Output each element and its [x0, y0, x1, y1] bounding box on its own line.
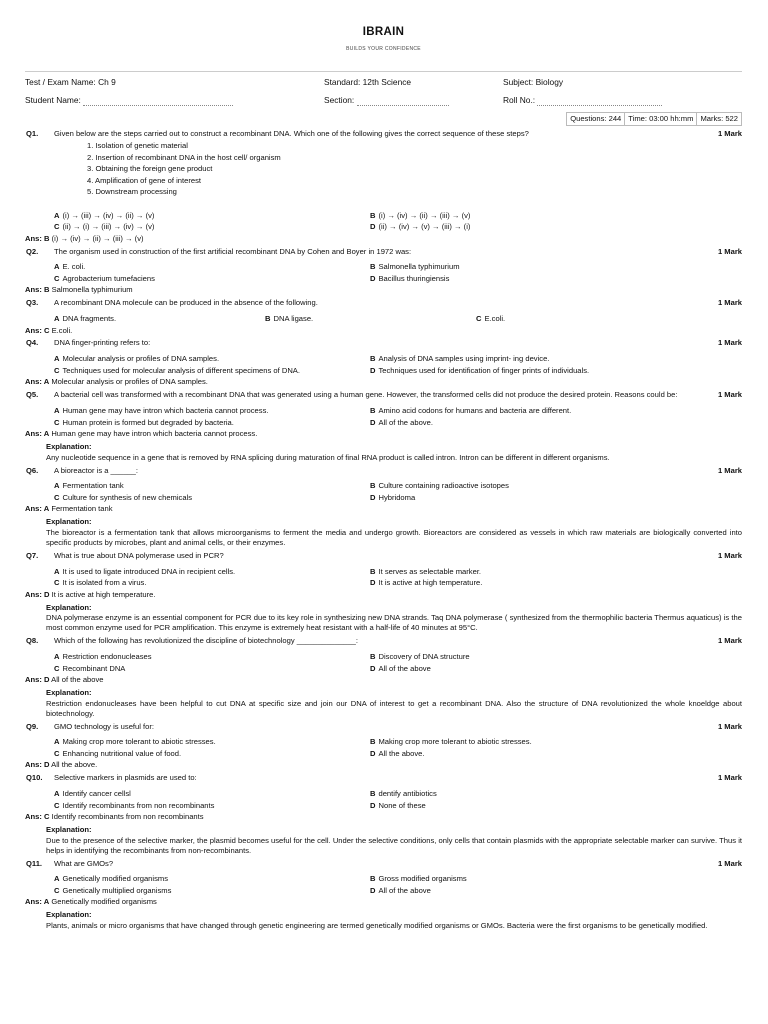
info-row-1: [25, 74, 742, 90]
question-text: Given below are the steps carried out to construct a recombinant DNA. Which one of the following gives the correct sequence of these steps?: [54, 129, 529, 139]
student-name-label: Student Name:: [25, 94, 81, 105]
option-item: [54, 663, 370, 675]
option-text: DNA fragments.: [62, 314, 117, 324]
explanation-text: Restriction endonucleases have been helpful to cut DNA at specific size and join our DNA of interest to get a recombinant DNA. Also the structure of DNA revolutionized the whole knoeldge about biotechnology.: [46, 698, 742, 718]
options-grid: [54, 566, 742, 589]
section-blank: [357, 97, 449, 106]
option-text: Agrobacterium tumefaciens: [62, 273, 155, 283]
student-name-blank: [83, 97, 233, 106]
questions-count: Questions: 244: [566, 112, 625, 126]
question-block: [25, 466, 742, 548]
question-list: [25, 129, 742, 931]
option-text: Restriction endonucleases: [62, 652, 152, 662]
question-block: [25, 390, 742, 462]
question-mark: 1 Mark: [717, 858, 742, 868]
option-text: It serves as selectable marker.: [378, 566, 482, 576]
option-text: All of the above: [378, 663, 431, 673]
answer-line: [25, 285, 742, 295]
question-text: What are GMOs?: [54, 858, 114, 868]
option-text: Techniques used for molecular analysis of different specimens of DNA.: [62, 365, 300, 375]
step-item: 4. Amplification of gene of interest: [87, 175, 201, 185]
option-text: Making crop more tolerant to abiotic stresses.: [378, 737, 532, 747]
option-text: Molecular analysis or profiles of DNA samples.: [62, 354, 220, 364]
brand-header: [25, 0, 742, 52]
option-letter: D: [370, 663, 376, 673]
question-block: [25, 722, 742, 771]
question-row: [25, 390, 742, 400]
option-letter: A: [54, 874, 60, 884]
option-text: Genetically modified organisms: [62, 874, 168, 884]
option-item: [54, 800, 370, 812]
option-item: [370, 748, 742, 760]
question-block: [25, 859, 742, 931]
question-number: Q7.: [26, 550, 39, 560]
answer-line: [25, 675, 742, 685]
info-row-2: [25, 92, 742, 108]
question-row: [25, 773, 742, 783]
option-letter: A: [54, 354, 60, 364]
option-item: [54, 405, 370, 417]
answer-label: Ans: A: [25, 504, 50, 514]
question-block: [25, 773, 742, 855]
option-item: [370, 577, 742, 589]
answer-text: It is active at high temperature.: [51, 589, 156, 599]
explanation: [46, 910, 742, 931]
subject: Subject: Biology: [503, 76, 564, 87]
option-item: [370, 566, 742, 578]
option-item: [54, 417, 370, 429]
option-letter: B: [370, 789, 376, 799]
option-item: [370, 261, 742, 273]
option-text: Discovery of DNA structure: [378, 652, 470, 662]
question-mark: 1 Mark: [717, 465, 742, 475]
explanation-title: Explanation:: [46, 441, 92, 451]
options-grid: [54, 313, 742, 325]
question-block: [25, 551, 742, 633]
option-text: Culture for synthesis of new chemicals: [62, 492, 193, 502]
answer-line: [25, 897, 742, 907]
options-grid: [54, 210, 742, 233]
option-text: Human protein is formed but degraded by bacteria.: [62, 417, 234, 427]
answer-line: [25, 326, 742, 336]
explanation-text: DNA polymerase enzyme is an essential component for PCR due to its key role in synthesizing new DNA strands. Taq DNA polymerase ( synthesized from the thermophilic bacteria Thermus aquaticus) is the most common enzyme used for PCR amplification. This enzyme is extremely heat resistant with a half-life of 40 minutes at 95°C.: [46, 613, 742, 633]
option-text: Fermentation tank: [62, 481, 124, 491]
answer-line: [25, 590, 742, 600]
option-letter: C: [54, 222, 60, 232]
answer-text: All of the above: [51, 675, 104, 685]
option-item: [370, 736, 742, 748]
roll-label: Roll No.:: [503, 94, 536, 105]
option-text: dentify antibiotics: [378, 789, 437, 799]
answer-text: Human gene may have intron which bacteria cannot process.: [51, 429, 258, 439]
question-row: [25, 722, 742, 732]
option-letter: C: [54, 578, 60, 588]
answer-text: Identify recombinants from non recombinants: [51, 812, 204, 822]
answer-text: Fermentation tank: [51, 504, 113, 514]
option-letter: D: [370, 273, 376, 283]
option-text: Making crop more tolerant to abiotic stresses.: [62, 737, 216, 747]
option-letter: C: [54, 663, 60, 673]
option-text: Culture containing radioactive isotopes: [378, 481, 509, 491]
options-grid: [54, 788, 742, 811]
explanation: [46, 688, 742, 719]
options-grid: [54, 736, 742, 759]
option-item: [370, 480, 742, 492]
question-mark: 1 Mark: [717, 773, 742, 783]
question-mark: 1 Mark: [717, 129, 742, 139]
option-letter: B: [370, 874, 376, 884]
option-item: [54, 885, 370, 897]
option-text: None of these: [378, 800, 426, 810]
option-letter: B: [370, 354, 376, 364]
question-block: [25, 338, 742, 387]
step-item: 1. Isolation of genetic material: [87, 141, 188, 151]
question-number: Q8.: [26, 636, 39, 646]
question-number: Q4.: [26, 338, 39, 348]
option-letter: B: [370, 566, 376, 576]
option-letter: C: [54, 365, 60, 375]
standard: Standard: 12th Science: [324, 76, 412, 87]
option-text: (ii) → (iv) → (v) → (iii) → (i): [378, 222, 471, 232]
option-text: (i) → (iv) → (ii) → (iii) → (v): [378, 210, 471, 220]
question-row: [25, 247, 742, 257]
option-letter: D: [370, 492, 376, 502]
option-text: It is used to ligate introduced DNA in recipient cells.: [62, 566, 236, 576]
option-letter: A: [54, 210, 60, 220]
option-text: Recombinant DNA: [62, 663, 126, 673]
question-row: [25, 551, 742, 561]
option-text: Salmonella typhimurium: [378, 262, 460, 272]
option-item: [476, 313, 742, 325]
question-number: Q3.: [26, 298, 39, 308]
option-item: [54, 748, 370, 760]
option-letter: C: [54, 885, 60, 895]
roll-blank: [537, 97, 662, 106]
answer-label: Ans: B: [25, 285, 50, 295]
option-text: Genetically multiplied organisms: [62, 885, 172, 895]
option-item: [370, 221, 742, 233]
explanation-text: Due to the presence of the selective marker, the plasmid becomes useful for the cell. Under the selective conditions, only cells that contain plasmids with the appropriate selectable marker can survive. Thus it helps in identifying the recombinants from non-recombinants.: [46, 835, 742, 855]
header-divider: [25, 71, 742, 72]
option-text: All of the above.: [378, 417, 433, 427]
answer-label: Ans: A: [25, 897, 50, 907]
option-text: Gross modified organisms: [378, 874, 467, 884]
section-field: [324, 95, 503, 106]
option-text: Bacillus thuringiensis: [378, 273, 450, 283]
question-mark: 1 Mark: [717, 721, 742, 731]
option-letter: B: [370, 737, 376, 747]
option-item: [370, 651, 742, 663]
step-item: 2. Insertion of recombinant DNA in the host cell/ organism: [87, 152, 281, 162]
answer-line: [25, 760, 742, 770]
option-item: [54, 273, 370, 285]
question-mark: 1 Mark: [717, 246, 742, 256]
question-number: Q9.: [26, 721, 39, 731]
options-grid: [54, 651, 742, 674]
option-item: [54, 577, 370, 589]
question-number: Q6.: [26, 465, 39, 475]
option-text: It is isolated from a virus.: [62, 578, 147, 588]
option-item: [54, 210, 370, 222]
answer-line: [25, 812, 742, 822]
option-item: [370, 788, 742, 800]
total-marks: Marks: 522: [696, 112, 742, 126]
explanation-title: Explanation:: [46, 910, 92, 920]
question-row: [25, 298, 742, 308]
step-item: 3. Obtaining the foreign gene product: [87, 164, 213, 174]
option-item: [265, 313, 476, 325]
time-limit: Time: 03:00 hh:mm: [624, 112, 697, 126]
option-letter: D: [370, 885, 376, 895]
option-item: [54, 873, 370, 885]
option-text: (ii) → (i) → (iii) → (iv) → (v): [62, 222, 155, 232]
option-letter: B: [370, 210, 376, 220]
question-text: Which of the following has revolutionized the discipline of biotechnology ______________:: [54, 636, 358, 646]
option-letter: B: [370, 652, 376, 662]
explanation-title: Explanation:: [46, 824, 92, 834]
option-letter: C: [54, 800, 60, 810]
answer-label: Ans: C: [25, 812, 50, 822]
answer-label: Ans: D: [25, 589, 50, 599]
option-text: (i) → (iii) → (iv) → (ii) → (v): [62, 210, 155, 220]
option-letter: D: [370, 800, 376, 810]
option-text: E. coli.: [62, 262, 86, 272]
question-number: Q5.: [26, 390, 39, 400]
exam-stats: [25, 112, 742, 126]
option-item: [54, 566, 370, 578]
answer-text: Genetically modified organisms: [51, 897, 157, 907]
option-item: [54, 788, 370, 800]
question-text: A recombinant DNA molecule can be produced in the absence of the following.: [54, 298, 318, 308]
option-text: E.coli.: [484, 314, 506, 324]
answer-text: (i) → (iv) → (ii) → (iii) → (v): [51, 233, 144, 243]
question-row: [25, 129, 742, 139]
option-text: Analysis of DNA samples using imprint- ing device.: [378, 354, 550, 364]
option-letter: A: [54, 652, 60, 662]
question-block: [25, 247, 742, 296]
option-item: [370, 492, 742, 504]
answer-label: Ans: A: [25, 377, 50, 387]
explanation: [46, 825, 742, 856]
option-item: [54, 313, 265, 325]
option-letter: D: [370, 578, 376, 588]
option-letter: B: [370, 481, 376, 491]
question-text: The organism used in construction of the first artificial recombinant DNA by Cohen and Boyer in 1972 was:: [54, 246, 412, 256]
option-text: All of the above: [378, 885, 431, 895]
options-grid: [54, 353, 742, 376]
explanation-title: Explanation:: [46, 602, 92, 612]
option-text: Techniques used for identification of finger prints of individuals.: [378, 365, 590, 375]
option-letter: D: [370, 417, 376, 427]
explanation-text: Any nucleotide sequence in a gene that is removed by RNA splicing during maturation of final RNA product is called intron. Intron can be different in different organisms.: [46, 452, 610, 462]
answer-label: Ans: D: [25, 675, 50, 685]
option-text: DNA ligase.: [273, 314, 314, 324]
answer-label: Ans: A: [25, 429, 50, 439]
explanation: [46, 442, 742, 463]
options-grid: [54, 405, 742, 428]
option-letter: B: [370, 406, 376, 416]
question-mark: 1 Mark: [717, 338, 742, 348]
option-item: [370, 417, 742, 429]
option-letter: C: [54, 492, 60, 502]
explanation-text: The bioreactor is a fermentation tank that allows microorganisms to ferment the media and undergo growth. Bioreactors are considered as vessels in which raw materials are biologically converted into specific products by microbes, plant and animal cells, or their enzymes.: [46, 528, 742, 548]
option-letter: D: [370, 748, 376, 758]
option-text: Human gene may have intron which bacteria cannot process.: [62, 406, 269, 416]
option-letter: A: [54, 789, 60, 799]
option-letter: A: [54, 737, 60, 747]
answer-line: [25, 504, 742, 514]
explanation: [46, 517, 742, 548]
question-text: DNA finger-printing refers to:: [54, 338, 151, 348]
options-grid: [54, 480, 742, 503]
answer-line: [25, 234, 742, 244]
step-item: 5. Downstream processing: [87, 187, 177, 197]
explanation: [46, 603, 742, 634]
answer-line: [25, 429, 742, 439]
option-letter: C: [476, 314, 482, 324]
option-item: [370, 365, 742, 377]
option-item: [370, 873, 742, 885]
option-letter: A: [54, 314, 60, 324]
question-row: [25, 466, 742, 476]
option-letter: A: [54, 481, 60, 491]
option-item: [370, 353, 742, 365]
question-number: Q10.: [26, 773, 43, 783]
options-grid: [54, 873, 742, 896]
explanation-text: Plants, animals or micro organisms that have changed through genetic engineering are termed genetically modified organisms or GMOs. Bacteria were the first organisms to be genetically modified.: [46, 921, 708, 931]
answer-text: Salmonella typhimurium: [51, 285, 133, 295]
exam-name: Test / Exam Name: Ch 9: [25, 76, 116, 87]
option-item: [54, 651, 370, 663]
option-letter: A: [54, 262, 60, 272]
option-letter: C: [54, 417, 60, 427]
question-block: [25, 129, 742, 243]
question-text: Selective markers in plasmids are used to:: [54, 773, 197, 783]
explanation-title: Explanation:: [46, 517, 92, 527]
option-item: [370, 405, 742, 417]
student-name-field: [25, 95, 324, 106]
answer-label: Ans: C: [25, 325, 50, 335]
answer-text: All the above.: [51, 760, 98, 770]
option-letter: B: [265, 314, 271, 324]
option-letter: C: [54, 748, 60, 758]
answer-text: Molecular analysis or profiles of DNA samples.: [51, 377, 208, 387]
option-text: It is active at high temperature.: [378, 578, 483, 588]
answer-line: [25, 377, 742, 387]
brand-tagline: BUILDS YOUR CONFIDENCE: [346, 45, 421, 52]
section-label: Section:: [324, 94, 355, 105]
brand-title: IBRAIN: [362, 26, 405, 38]
question-number: Q11.: [26, 858, 43, 868]
answer-text: E.coli.: [51, 325, 73, 335]
option-letter: D: [370, 222, 376, 232]
question-text: A bacterial cell was transformed with a recombinant DNA that was generated using a human gene. However, the transformed cells did not produce the desired protein. Reasons could be:: [54, 390, 678, 400]
question-block: [25, 298, 742, 335]
option-item: [370, 210, 742, 222]
option-item: [54, 480, 370, 492]
question-mark: 1 Mark: [717, 390, 742, 400]
option-item: [54, 221, 370, 233]
option-text: Hybridoma: [378, 492, 416, 502]
question-steps: [87, 140, 742, 198]
question-number: Q1.: [26, 129, 39, 139]
option-text: Identify cancer cellsl: [62, 789, 131, 799]
question-text: GMO technology is useful for:: [54, 721, 155, 731]
question-mark: 1 Mark: [717, 550, 742, 560]
option-letter: B: [370, 262, 376, 272]
option-item: [54, 261, 370, 273]
option-text: Amino acid codons for humans and bacteria are different.: [378, 406, 572, 416]
question-mark: 1 Mark: [717, 298, 742, 308]
options-grid: [54, 261, 742, 284]
option-item: [370, 800, 742, 812]
option-item: [370, 885, 742, 897]
option-text: Identify recombinants from non recombinants: [62, 800, 215, 810]
question-row: [25, 338, 742, 348]
explanation-title: Explanation:: [46, 687, 92, 697]
option-item: [54, 492, 370, 504]
option-text: Enhancing nutritional value of food.: [62, 748, 182, 758]
option-letter: A: [54, 406, 60, 416]
question-row: [25, 859, 742, 869]
option-letter: D: [370, 365, 376, 375]
option-letter: C: [54, 273, 60, 283]
question-number: Q2.: [26, 246, 39, 256]
option-item: [54, 365, 370, 377]
roll-field: [503, 95, 742, 106]
question-row: [25, 636, 742, 646]
option-letter: A: [54, 566, 60, 576]
question-text: What is true about DNA polymerase used in PCR?: [54, 550, 224, 560]
answer-label: Ans: B: [25, 233, 50, 243]
question-mark: 1 Mark: [717, 636, 742, 646]
option-item: [54, 353, 370, 365]
question-block: [25, 636, 742, 718]
option-item: [370, 273, 742, 285]
option-item: [54, 736, 370, 748]
option-item: [370, 663, 742, 675]
answer-label: Ans: D: [25, 760, 50, 770]
question-text: A bioreactor is a ______:: [54, 465, 139, 475]
option-text: All the above.: [378, 748, 425, 758]
